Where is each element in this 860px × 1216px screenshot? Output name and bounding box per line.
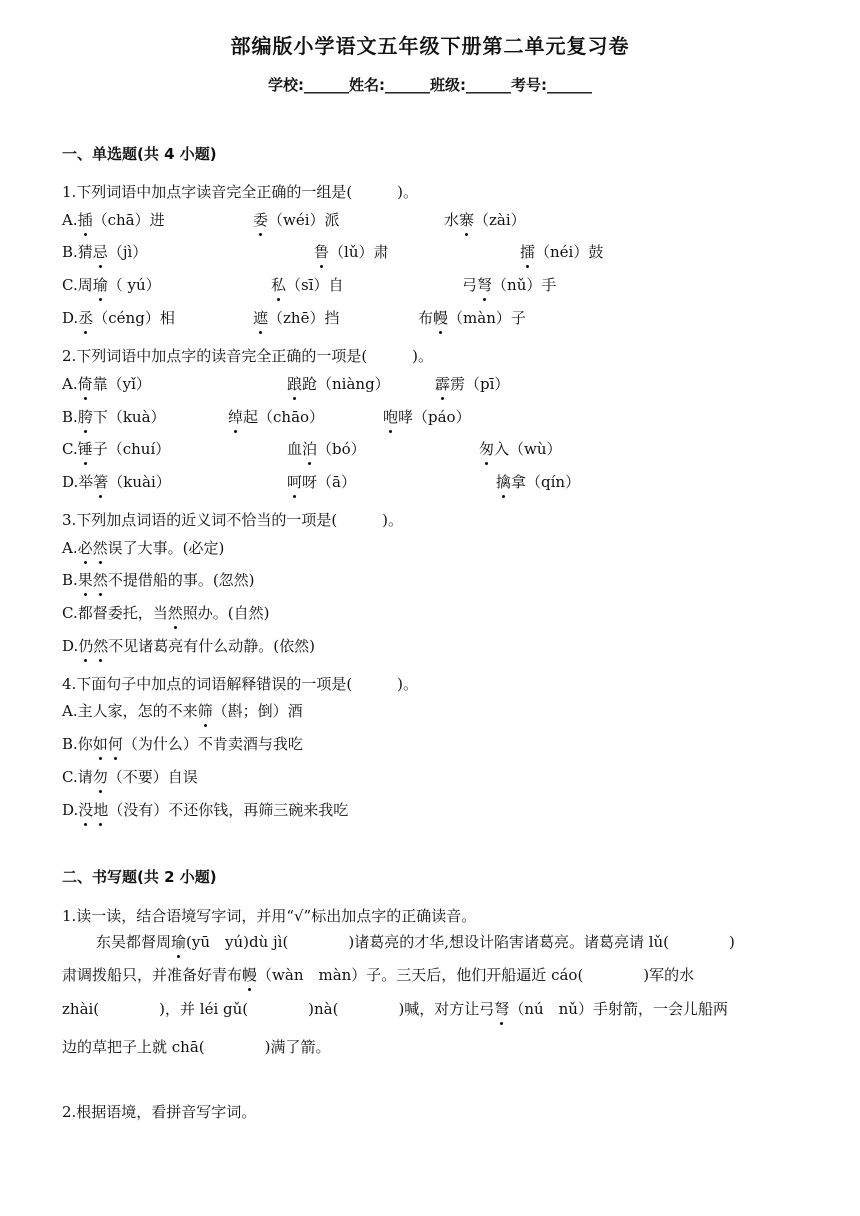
passage-line-3: zhài( )，并 léi gǔ( )nà( )喊，对方让弓弩（nú nǔ）手射箭，一会儿船两	[62, 1000, 728, 1018]
dotted-char: 咆	[383, 408, 399, 426]
option-a: A.必然误了大事。(必定)	[62, 539, 225, 557]
dotted-char: 地	[93, 801, 109, 819]
passage-line-2: 肃调拨船只，并准备好青布幔（wàn màn）子。三天后，他们开船逼近 cáo( )军的水	[62, 966, 695, 984]
option-c: C.锤子（chuí）	[62, 440, 171, 458]
dotted-char: 倚	[77, 375, 93, 393]
option-d-word2: 遮（zhē）挡	[253, 309, 340, 327]
dotted-char: 如	[92, 735, 108, 753]
dotted-char: 忌	[92, 243, 108, 261]
question-stem: 2.根据语境，看拼音写字词。	[62, 1103, 257, 1121]
dotted-char: 胯	[77, 408, 93, 426]
option-a-word2: 踉跄（niàng）	[287, 375, 390, 393]
dotted-char: 擂	[520, 243, 536, 261]
dotted-char: 弩	[477, 276, 493, 294]
dotted-char: 弩	[494, 1000, 510, 1018]
option-c: C.请勿（不要）自误	[62, 768, 198, 786]
option-c-word2: 私（sī）自	[271, 276, 344, 294]
dotted-char: 呵	[287, 473, 303, 491]
dotted-char: 筛	[197, 702, 213, 720]
question-stem: 1.读一读，结合语境写字词，并用“√”标出加点字的正确读音。	[62, 907, 477, 925]
option-a-word3: 霹雳（pī）	[435, 375, 510, 393]
dotted-char: 幔	[433, 309, 449, 327]
dotted-char: 然	[92, 571, 108, 589]
option-d-word3: 布幔（màn）子	[418, 309, 526, 327]
option-d: D.没地（没有）不还你钱，再筛三碗来我吃	[62, 801, 349, 819]
dotted-char: 丞	[78, 309, 94, 327]
page-title: 部编版小学语文五年级下册第二单元复习卷	[230, 34, 630, 58]
question-stem: 2.下列词语中加点字的读音完全正确的一项是( )。	[62, 347, 434, 365]
dotted-char: 勿	[92, 768, 108, 786]
dotted-char: 擒	[496, 473, 512, 491]
dotted-char: 没	[78, 801, 94, 819]
option-c-word3: 弓弩（nǔ）手	[462, 276, 557, 294]
dotted-char: 瑜	[171, 933, 187, 951]
dotted-char: 寨	[459, 211, 475, 229]
option-a: A.插（chā）进	[62, 211, 165, 229]
dotted-char: 箸	[93, 473, 109, 491]
option-b-word2: 绰起（chāo）	[228, 408, 325, 426]
option-a-word3: 水寨（zài）	[444, 211, 526, 229]
dotted-char: 瑜	[92, 276, 108, 294]
section-heading-writing: 二、书写题(共 2 小题)	[62, 868, 217, 886]
section-heading-single-choice: 一、单选题(共 4 小题)	[62, 145, 217, 163]
passage-line-4: 边的草把子上就 chā( )满了箭。	[62, 1038, 331, 1056]
dotted-char: 锤	[77, 440, 93, 458]
option-d: D.举箸（kuài）	[62, 473, 171, 491]
option-c: C.周瑜（ yú）	[62, 276, 161, 294]
dotted-char: 插	[77, 211, 93, 229]
dotted-char: 匆	[479, 440, 495, 458]
option-b-word3: 擂（néi）鼓	[520, 243, 604, 261]
dotted-char: 果	[77, 571, 93, 589]
dotted-char: 何	[107, 735, 123, 753]
question-stem: 3.下列加点词语的近义词不恰当的一项是( )。	[62, 511, 404, 529]
option-d-word3: 擒拿（qín）	[496, 473, 581, 491]
option-c-word3: 匆入（wù）	[479, 440, 562, 458]
dotted-char: 遮	[253, 309, 269, 327]
option-a: A.主人家，怎的不来筛（斟；倒）酒	[62, 702, 303, 720]
dotted-char: 然	[93, 637, 109, 655]
option-b-word3: 咆哮（páo）	[383, 408, 471, 426]
option-a-word2: 委（wéi）派	[253, 211, 340, 229]
option-c: C.都督委托，当然照办。(自然)	[62, 604, 270, 622]
passage-line-1: 东吴都督周瑜(yū yú)dù jì( )诸葛亮的才华,想设计陷害诸葛亮。诸葛亮请 lǔ( )	[96, 933, 735, 951]
option-b: B.胯下（kuà）	[62, 408, 166, 426]
dotted-char: 必	[77, 539, 93, 557]
option-d: D.仍然不见诸葛亮有什么动静。(依然)	[62, 637, 316, 655]
option-d-word2: 呵呀（ā）	[287, 473, 356, 491]
dotted-char: 私	[271, 276, 287, 294]
option-b-word2: 鲁（lǔ）肃	[314, 243, 389, 261]
question-stem: 1.下列词语中加点字读音完全正确的一组是( )。	[62, 183, 419, 201]
option-c-word2: 血泊（bó）	[287, 440, 366, 458]
option-b: B.你如何（为什么）不肯卖酒与我吃	[62, 735, 303, 753]
option-b: B.猜忌（jì）	[62, 243, 148, 261]
student-info-line: 学校:______姓名:______班级:______考号:______	[268, 76, 592, 94]
dotted-char: 委	[253, 211, 269, 229]
question-stem: 4.下面句子中加点的词语解释错误的一项是( )。	[62, 675, 419, 693]
dotted-char: 霹	[435, 375, 451, 393]
dotted-char: 仍	[78, 637, 94, 655]
option-d: D.丞（céng）相	[62, 309, 175, 327]
dotted-char: 然	[167, 604, 183, 622]
option-b: B.果然不提借船的事。(忽然)	[62, 571, 255, 589]
dotted-char: 然	[92, 539, 108, 557]
dotted-char: 绰	[228, 408, 244, 426]
dotted-char: 踉	[287, 375, 303, 393]
dotted-char: 鲁	[314, 243, 330, 261]
dotted-char: 幔	[242, 966, 258, 984]
option-a: A.倚靠（yǐ）	[62, 375, 151, 393]
dotted-char: 泊	[302, 440, 318, 458]
